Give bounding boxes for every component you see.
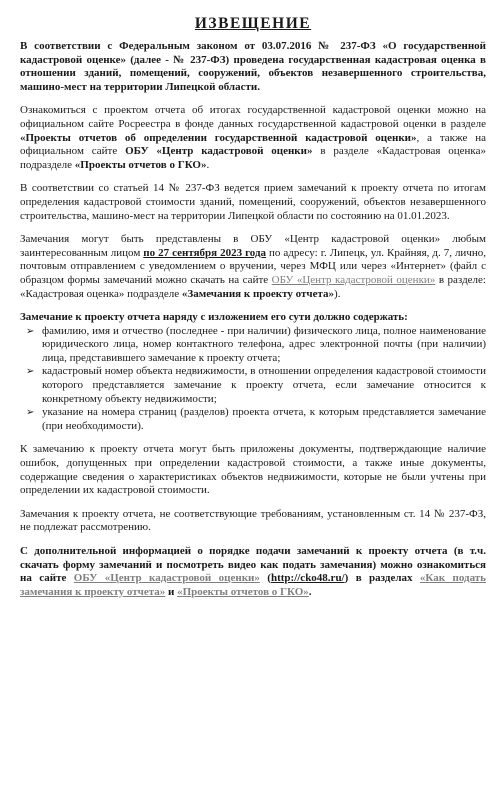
arrow-bullet-icon: ➢ [26, 366, 35, 378]
requirements-heading-text: Замечание к проекту отчета наряду с изложением его сути должно содержать: [20, 311, 408, 324]
subsection-name-projects: «Проекты отчетов о ГКО» [74, 158, 207, 171]
paragraph-additional-info [20, 545, 486, 599]
arrow-bullet-icon: ➢ [26, 325, 35, 337]
organization-link[interactable]: ОБУ «Центр кадастровой оценки» [73, 572, 260, 585]
text-span: ) в разделах [344, 572, 420, 585]
paragraph-review-project [20, 104, 486, 172]
organization-link[interactable]: ОБУ «Центр кадастровой оценки» [271, 273, 436, 286]
deadline-date: по 27 сентября 2023 года [143, 246, 267, 259]
list-item [20, 365, 486, 406]
requirements-heading [20, 311, 486, 325]
list-item-text: фамилию, имя и отчество (последнее - при наличии) физического лица, полное наименование юридического лица, номер контактного телефона, адрес электронной почты (при наличии) лица, представившего замечание к проекту отчета; [42, 324, 486, 364]
text-span: Замечания могут быть представлены в ОБУ «Центр кадастровой оценки» любым заинтересованным лицом [20, 233, 486, 259]
paragraph-law-intro [20, 40, 486, 94]
projects-reports-link[interactable]: «Проекты отчетов о ГКО» [177, 585, 309, 598]
text-span: в разделе: «Кадастровая оценка» подразделе [20, 273, 486, 300]
text-span: . [206, 158, 210, 171]
text-span: ). [334, 287, 341, 300]
list-item [20, 325, 486, 366]
section-name-projects: «Проекты отчетов об определении государственной кадастровой оценки» [20, 131, 417, 144]
list-item-text: кадастровый номер объекта недвижимости, в отношении определения кадастровой стоимости которого представляется замечание к проекту отчета, если замечание относится к конкретному объекту недвижимости; [42, 365, 486, 405]
paragraph-article-14: В соответствии со статьей 14 № 237-ФЗ ведется прием замечаний к проекту отчета по итогам определения кадастровой стоимости зданий, помещений, сооружений, объектов незавершенного строительства, машино-мест на территории Липецкой области по состоянию на 01.01.2023. [20, 182, 486, 222]
text-span: по адресу: г. Липецк, ул. Крайняя, д. 7, лично, почтовым отправлением с уведомлением о вручении, через МФЦ или через «Интернет» (файл с образцом формы замечаний можно скачать на сайте [20, 246, 486, 286]
text-span: Ознакомиться с проектом отчета об итогах государственной кадастровой оценки можно на официальном сайте Росреестра в фонде данных государственной кадастровой оценки в разделе [20, 104, 486, 130]
how-to-submit-link[interactable]: «Как подать замечания к проекту отчета» [20, 572, 486, 598]
text-span: С дополнительной информацией о порядке подачи замечаний к проекту отчета (в т.ч. скачать форму замечаний и посмотреть видео как подать замечания) можно ознакомиться на сайте [20, 545, 486, 585]
law-intro-text: В соответствии с Федеральным законом от 03.07.2016 № 237-ФЗ «О государственной кадастровой оценке» (далее - № 237-ФЗ) проведена государственная кадастровая оценка в отношении зданий, помещений, сооружений, объектов незавершенного строительства, машино-мест на территории Липецкой области. [20, 40, 486, 93]
text-span: . [308, 585, 312, 598]
paragraph-attachments: К замечанию к проекту отчета могут быть приложены документы, подтверждающие наличие ошибок, допущенных при определении кадастровой стоимости, а также иные документы, содержащие сведения о характеристиках объектов недвижимости, которые не были учтены при определении их кадастровой стоимости. [20, 443, 486, 497]
text-span: ( [259, 572, 271, 585]
text-span: , а также на официальном сайте [20, 131, 486, 158]
text-span: и [165, 585, 178, 598]
text-span: в разделе «Кадастровая оценка» подразделе [20, 145, 486, 171]
list-item [20, 406, 486, 433]
paragraph-submission [20, 233, 486, 301]
document-title: ИЗВЕЩЕНИЕ [194, 15, 312, 32]
list-item-text: указание на номера страниц (разделов) проекта отчета, к которым представляется замечание (при необходимости). [42, 406, 486, 432]
website-url-link[interactable]: http://cko48.ru/ [270, 572, 345, 585]
arrow-bullet-icon: ➢ [26, 407, 35, 419]
subsection-name-remarks: «Замечания к проекту отчета» [181, 287, 335, 300]
paragraph-non-compliant: Замечания к проекту отчета, не соответствующие требованиям, установленным ст. 14 № 237-ФЗ, не подлежат рассмотрению. [20, 507, 486, 534]
requirements-list [20, 325, 486, 434]
organization-name: ОБУ «Центр кадастровой оценки» [125, 145, 313, 158]
